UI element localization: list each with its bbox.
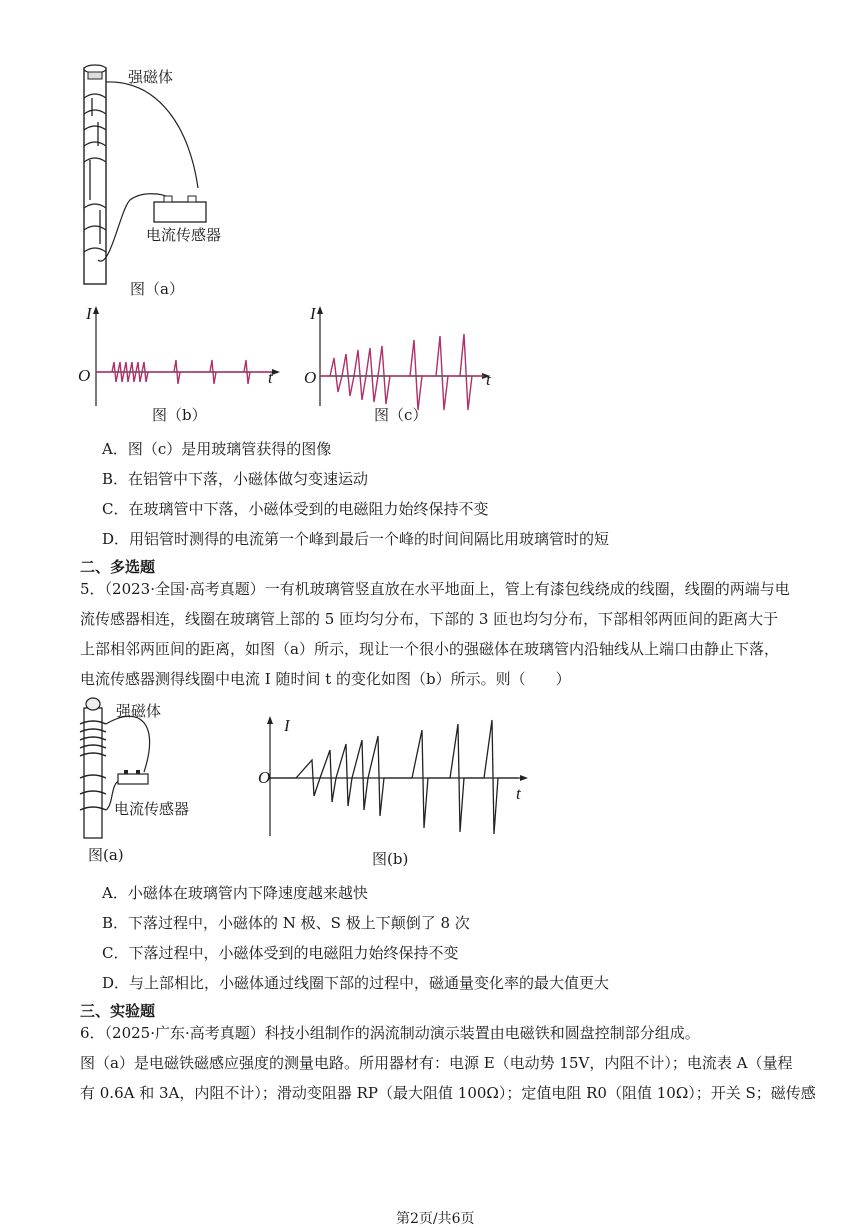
- sensor-label-top: 电流传感器: [146, 226, 222, 244]
- q5-sensor-label: 电流传感器: [114, 800, 190, 818]
- q5-axis-t: t: [516, 784, 521, 803]
- q4-option-a: A．图（c）是用玻璃管获得的图像: [102, 440, 332, 458]
- q5-line-4: 电流传感器测得线圈中电流 I 随时间 t 的变化如图（b）所示。则（ ）: [80, 670, 571, 688]
- section-title-experiment: 三、实验题: [80, 1002, 156, 1020]
- q5-line-1: 5．（2023·全国·高考真题）一有机玻璃管竖直放在水平地面上，管上有漆包线绕成的线圈，线圈的两端与电: [80, 580, 790, 598]
- axis-i-b: I: [86, 304, 92, 323]
- axis-o-c: O: [304, 368, 317, 387]
- q5-option-d: D．与上部相比，小磁体通过线圈下部的过程中，磁通量变化率的最大值更大: [102, 974, 610, 992]
- current-trace-c: [320, 334, 484, 410]
- q5-axis-o: O: [258, 768, 271, 787]
- q5-caption-a: 图(a): [88, 846, 124, 864]
- figure-a-apparatus: [70, 60, 240, 290]
- page-footer: 第2页/共6页: [396, 1211, 475, 1227]
- axis-t-c: t: [486, 370, 491, 389]
- q5-option-c: C．下落过程中，小磁体受到的电磁阻力始终保持不变: [102, 944, 459, 962]
- q5-option-b: B．下落过程中，小磁体的 N 极、S 极上下颠倒了 8 次: [102, 914, 470, 932]
- q5-axis-i: I: [284, 716, 290, 735]
- q6-line-3: 有 0.6A 和 3A，内阻不计）；滑动变阻器 RP（最大阻值 100Ω）；定值电阻 R0（阻值 10Ω）；开关 S；磁传感: [80, 1084, 816, 1102]
- figure-b-graph: [70, 306, 290, 411]
- q4-option-b: B．在铝管中下落，小磁体做匀变速运动: [102, 470, 369, 488]
- q5-figure-b-graph: [256, 716, 536, 841]
- caption-figure-a-top: 图（a）: [130, 280, 184, 298]
- q5-magnet-label: 强磁体: [116, 702, 162, 720]
- figure-c-graph: [300, 306, 500, 411]
- q5-caption-b: 图(b): [372, 850, 409, 868]
- section-title-multi: 二、多选题: [80, 558, 156, 576]
- q6-line-1: 6．（2025·广东·高考真题）科技小组制作的涡流制动演示装置由电磁铁和圆盘控制部分组成。: [80, 1024, 700, 1042]
- axis-i-c: I: [310, 304, 316, 323]
- q4-option-c: C．在玻璃管中下落，小磁体受到的电磁阻力始终保持不变: [102, 500, 489, 518]
- axis-t-b: t: [268, 368, 273, 387]
- axis-o-b: O: [78, 366, 91, 385]
- q5-line-2: 流传感器相连，线圈在玻璃管上部的 5 匝均匀分布，下部的 3 匝也均匀分布，下部相邻两匝间的距离大于: [80, 610, 779, 628]
- caption-figure-b-top: 图（b）: [152, 406, 207, 424]
- magnet-label-top: 强磁体: [128, 68, 174, 86]
- q6-line-2: 图（a）是电磁铁磁感应强度的测量电路。所用器材有：电源 E（电动势 15V，内阻不计）；电流表 A（量程: [80, 1054, 793, 1072]
- q5-option-a: A．小磁体在玻璃管内下降速度越来越快: [102, 884, 368, 902]
- q5-current-trace: [270, 720, 518, 834]
- q4-option-d: D．用铝管时测得的电流第一个峰到最后一个峰的时间间隔比用玻璃管时的短: [102, 530, 610, 548]
- caption-figure-c-top: 图（c）: [374, 406, 428, 424]
- q5-line-3: 上部相邻两匝间的距离，如图（a）所示，现让一个很小的强磁体在玻璃管内沿轴线从上端口由静止下落，: [80, 640, 779, 658]
